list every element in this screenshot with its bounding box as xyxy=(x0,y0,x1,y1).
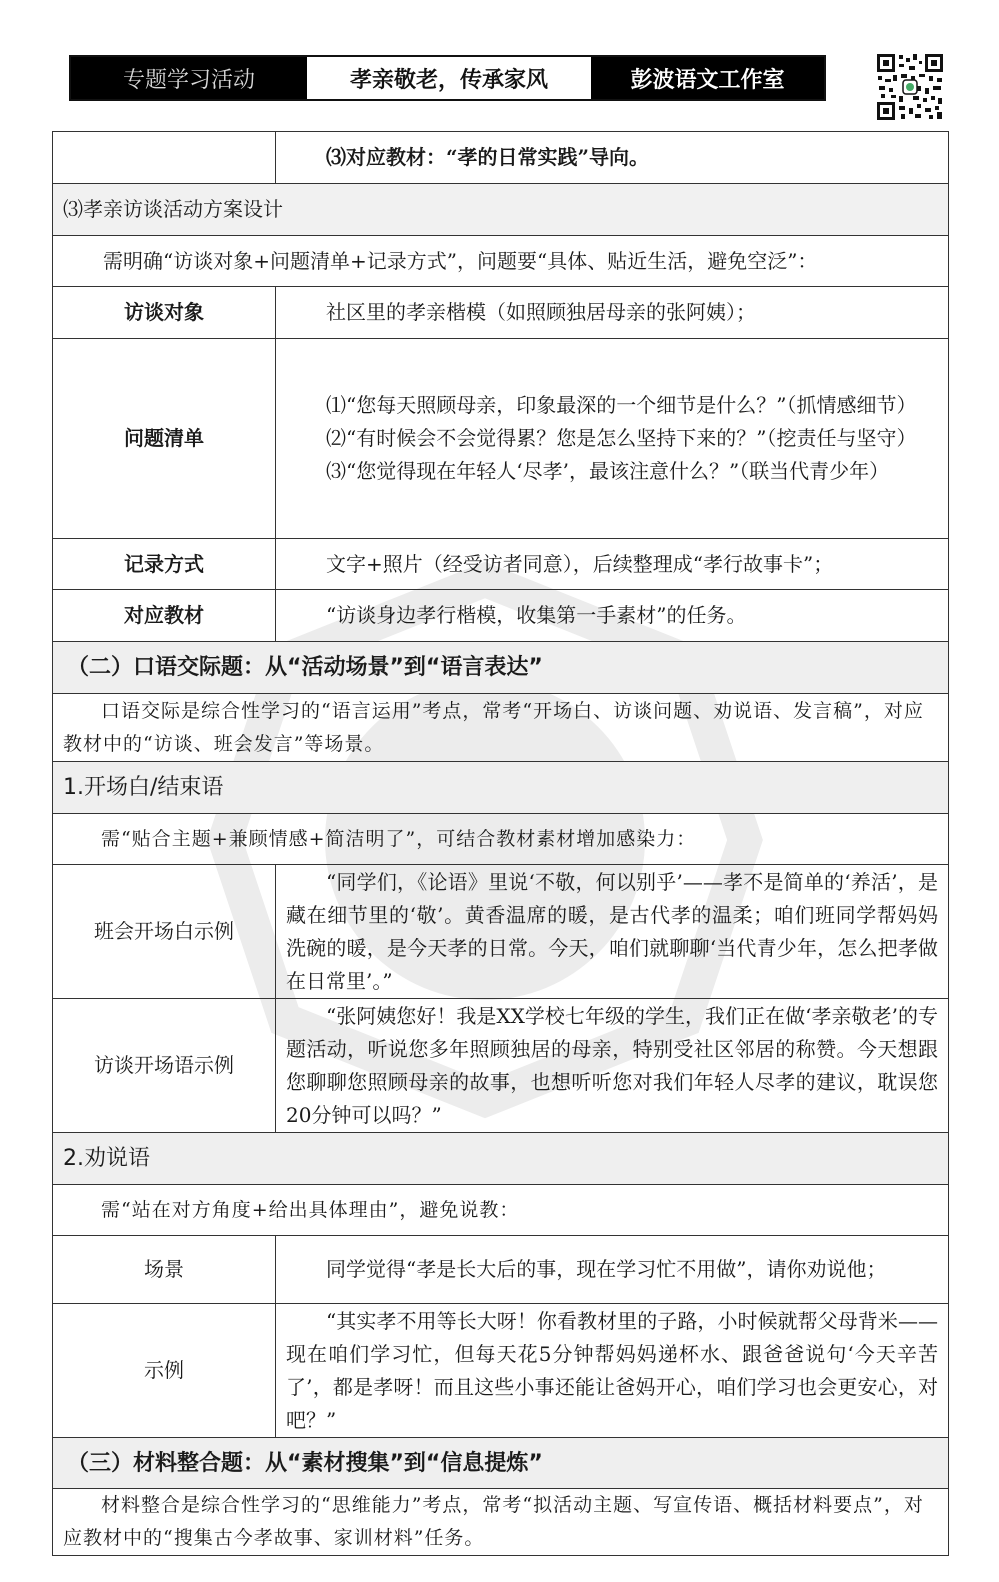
class-opening-value: “同学们，《论语》里说‘不敬，何以别乎’——孝不是简单的‘养活’，是藏在细节里的‘敬’。黄香温席的暖，是古代孝的温柔；咱们班同学帮妈妈洗碗的暖，是今天孝的日常。今天，咱们就聊聊‘当代青少年，怎么把孝做在日常里’。” xyxy=(276,865,949,999)
section-2-heading: （二）口语交际题：从“活动场景”到“语言表达” xyxy=(53,642,949,694)
subsection-1-heading: 1.开场白/结束语 xyxy=(53,762,949,814)
plan-design-intro: 需明确“访谈对象+问题清单+记录方式”，问题要“具体、贴近生活，避免空泛”： xyxy=(53,236,949,287)
section-3-heading: （三）材料整合题：从“素材搜集”到“信息提炼” xyxy=(53,1438,949,1489)
interview-opening-label: 访谈开场语示例 xyxy=(53,999,276,1133)
record-method-value: 文字+照片（经受访者同意），后续整理成“孝行故事卡”； xyxy=(276,539,949,590)
section-2-intro: 口语交际是综合性学习的“语言运用”考点，常考“开场白、访谈问题、劝说语、发言稿”，对应教材中的“访谈、班会发言”等场景。 xyxy=(53,694,949,762)
empty-cell xyxy=(53,132,276,184)
example-value: “其实孝不用等长大呀！你看教材里的子路，小时候就帮父母背米——现在咱们学习忙，但每天花5分钟帮妈妈递杯水、跟爸爸说句‘今天辛苦了’，都是孝呀！而且这些小事还能让爸妈开心，咱们学习也会更安心，对吧？” xyxy=(276,1304,949,1438)
scene-value: 同学觉得“孝是长大后的事，现在学习忙不用做”，请你劝说他； xyxy=(276,1236,949,1304)
qr-code-icon xyxy=(875,52,945,122)
question-item: ⑵“有时候会不会觉得累？您是怎么坚持下来的？”（挖责任与坚守） xyxy=(326,426,917,450)
interview-opening-value: “张阿姨您好！我是XX学校七年级的学生，我们正在做‘孝亲敬老’的专题活动，听说您多年照顾独居的母亲，特别受社区邻居的称赞。今天想跟您聊聊您照顾母亲的故事，也想听听您对我们年轻人尽孝的建议，耽误您20分钟可以吗？” xyxy=(276,999,949,1133)
subsection-2-heading: 2.劝说语 xyxy=(53,1133,949,1185)
banner-topic: 孝亲敬老，传承家风 xyxy=(307,57,591,99)
interview-target-label: 访谈对象 xyxy=(53,287,276,339)
subsection-1-intro: 需“贴合主题+兼顾情感+简洁明了”，可结合教材素材增加感染力： xyxy=(53,814,949,865)
section-3-intro: 材料整合是综合性学习的“思维能力”考点，常考“拟活动主题、写宣传语、概括材料要点”，对应教材中的“搜集古今孝故事、家训材料”任务。 xyxy=(53,1489,949,1556)
textbook-orientation-text: ⑶对应教材：“孝的日常实践”导向。 xyxy=(276,132,949,184)
scene-label: 场景 xyxy=(53,1236,276,1304)
example-label: 示例 xyxy=(53,1304,276,1438)
banner-studio: 彭波语文工作室 xyxy=(591,57,824,99)
subsection-2-intro: 需“站在对方角度+给出具体理由”，避免说教： xyxy=(53,1185,949,1236)
banner-activity-type: 专题学习活动 xyxy=(71,57,307,99)
content-table xyxy=(52,131,949,1556)
class-opening-label: 班会开场白示例 xyxy=(53,865,276,999)
record-method-label: 记录方式 xyxy=(53,539,276,590)
textbook-value: “访谈身边孝行楷模，收集第一手素材”的任务。 xyxy=(276,590,949,642)
plan-design-heading: ⑶孝亲访谈活动方案设计 xyxy=(53,184,949,236)
questions-label: 问题清单 xyxy=(53,339,276,539)
textbook-label: 对应教材 xyxy=(53,590,276,642)
questions-list xyxy=(276,339,949,539)
header-banner xyxy=(69,55,826,101)
question-item: ⑶“您觉得现在年轻人‘尽孝’，最该注意什么？”（联当代青少年） xyxy=(326,459,890,483)
interview-target-value: 社区里的孝亲楷模（如照顾独居母亲的张阿姨）； xyxy=(276,287,949,339)
question-item: ⑴“您每天照顾母亲，印象最深的一个细节是什么？”（抓情感细节） xyxy=(326,393,917,417)
